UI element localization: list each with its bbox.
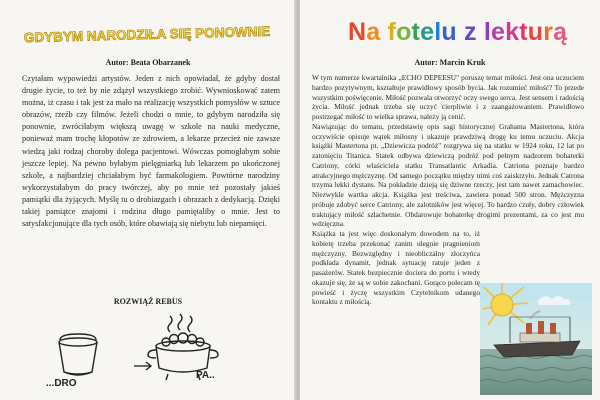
title-letter: l	[434, 18, 442, 46]
rebus-puzzle	[38, 310, 268, 396]
title-letter: r	[543, 18, 554, 46]
ship-sun-drawing	[480, 283, 592, 395]
bucket-icon	[59, 334, 97, 375]
title-letter	[380, 18, 387, 46]
title-letter: N	[348, 18, 367, 46]
right-author: Autor: Marcin Kruk	[414, 58, 486, 67]
left-page	[0, 0, 296, 400]
right-paragraph: Książka ta jest więc doskonałym dowodem na to, iż kobietę trzeba przekonać zanim ulegnie pragnieniom mężczyzny. Bezwzględny i nieobliczalny złoczyńca podkłada dynamit, jednak sytuację ratuje jeden z pasażerów. Statek bezpiecznie dociera do portu i wtedy okazuje się, że są w sobie zakochani. Gorąco polecam tę powieść i życzę wszystkim Czytelnikom udanego kontaktu z miłością.	[312, 229, 480, 307]
title-letter: z	[463, 18, 477, 46]
right-paragraph: W tym numerze kwartalnika „ECHO DEPEESU" poruszę temat miłości. Jest ona uczuciem bardzo pozytywnym, kształtuje prawidłowy sposób bycia. Jak rozumieć miłość? To przede wszystkim poświęcenie. Miłość pozwala otworzyć oczy swego serca. Jest sensem i radością życia. Miłość jednak trzeba się uczyć cierpliwie i z zaangażowaniem. Prawidłowo postrzegać miłość to wielka sprawa, należy ją cenić.	[312, 73, 584, 121]
title-letter: u	[527, 18, 544, 46]
right-article-body	[312, 73, 584, 307]
left-article-body	[22, 73, 280, 230]
rebus-title: ROZWIĄŻ REBUS	[113, 297, 183, 306]
arrow-icon	[134, 362, 151, 370]
title-letter: e	[491, 18, 506, 46]
title-letter: t	[519, 18, 528, 46]
title-letter: k	[505, 18, 520, 46]
right-paragraph: Nawiązując do tematu, przedstawię opis sagi historycznej Grahama Mastertona, która oczywiście opisuje wątek miłosny i ukazuje prawdziwą drogę ku temu uczuciu. Akcja książki Mastertona pt. „Dziewicza podróż" rozgrywa się na statku w 1924 roku, 12 lat po zatonięciu Titanica. Statek odbywa dziewiczą podróż pod pełnym nadzorem bohaterki Catriony, córki właściciela statku Transatlantic Arkadia. Catriona poznaje bardzo atrakcyjnego mężczyznę. Od samego początku między nimi coś zaiskrzyło. Jednak Catrona trzyma lekki dystans. Na pokładzie dzieją się dziwne rzeczy, jest tam nawet zamachowiec. Niezwykle wartka akcja. Książka jest treściwa, zawiera ponad 500 stron. Mężczyzna próbuje zdobyć serce Catriony, ale zalotników jest więcej. To bardzo czuły, dobry człowiek traktujący miłość szlachetnie. Obdarowuje bohaterkę drogimi prezentami, za co jest mu wdzięczna.	[312, 121, 584, 229]
left-paragraph: Czytałam wypowiedzi artystów. Jeden z nich opowiadał, że gdyby dostał drugie życie, to też by nie zdążył wszystkiego zrobić. Wywnioskować zatem można, iż czasu i tak jest za mało na realizację wszystkich pomysłów w sztuce obrazów, rzeźb czy filmów. Jeżeli chodzi o mnie, to gdybym narodziła się ponownie, zwróciłabym większą uwagę w szkole na nauki medyczne, ponieważ mam trochę kłopotów ze zdrowiem, a lekarze przecież nie zawsze wiedzą jaki rodzaj choroby dolega pacjentowi. Wówczas pomogłabym sobie jeszcze lepiej. Na pewno byłabym pielęgniarką lub lekarzem po ukończonej szkole, a najbardziej chciałabym być farmakologiem. Powtórne narodziny wykorzystałabym do pracy twórczej, aby po mnie też pozostały jakieś pamiątki dla żyjących. Myślę tu o drobiazgach i obrazach z dedykacją. Dzięki takiej pamiątce znajomi i rodzina długo pamiętaliby o mnie. Jest to satysfakcjonujące dla tych osób, które obawiają się niebytu lub niepamięci.	[22, 74, 280, 229]
title-letter: f	[387, 18, 397, 46]
rebus-part-1: ...DRO	[46, 378, 77, 389]
right-article-title	[348, 18, 568, 47]
title-letter: ą	[553, 18, 568, 46]
title-letter: l	[483, 18, 491, 46]
title-letter	[457, 18, 464, 46]
book-illustration	[480, 283, 592, 395]
left-author: Autor: Beata Obarzanek	[105, 58, 191, 67]
title-letter: a	[366, 18, 381, 46]
title-letter: t	[411, 18, 421, 46]
title-letter: e	[420, 18, 435, 46]
left-article-title	[22, 20, 272, 46]
title-letter: u	[441, 18, 457, 46]
title-letter	[477, 18, 484, 46]
title-letter: o	[396, 18, 412, 46]
left-title-wordart	[22, 20, 272, 46]
left-title-text: GDYBYM NARODZIŁA SIĘ PONOWNIE	[23, 23, 271, 46]
rebus-part-2: PA..	[196, 370, 215, 381]
